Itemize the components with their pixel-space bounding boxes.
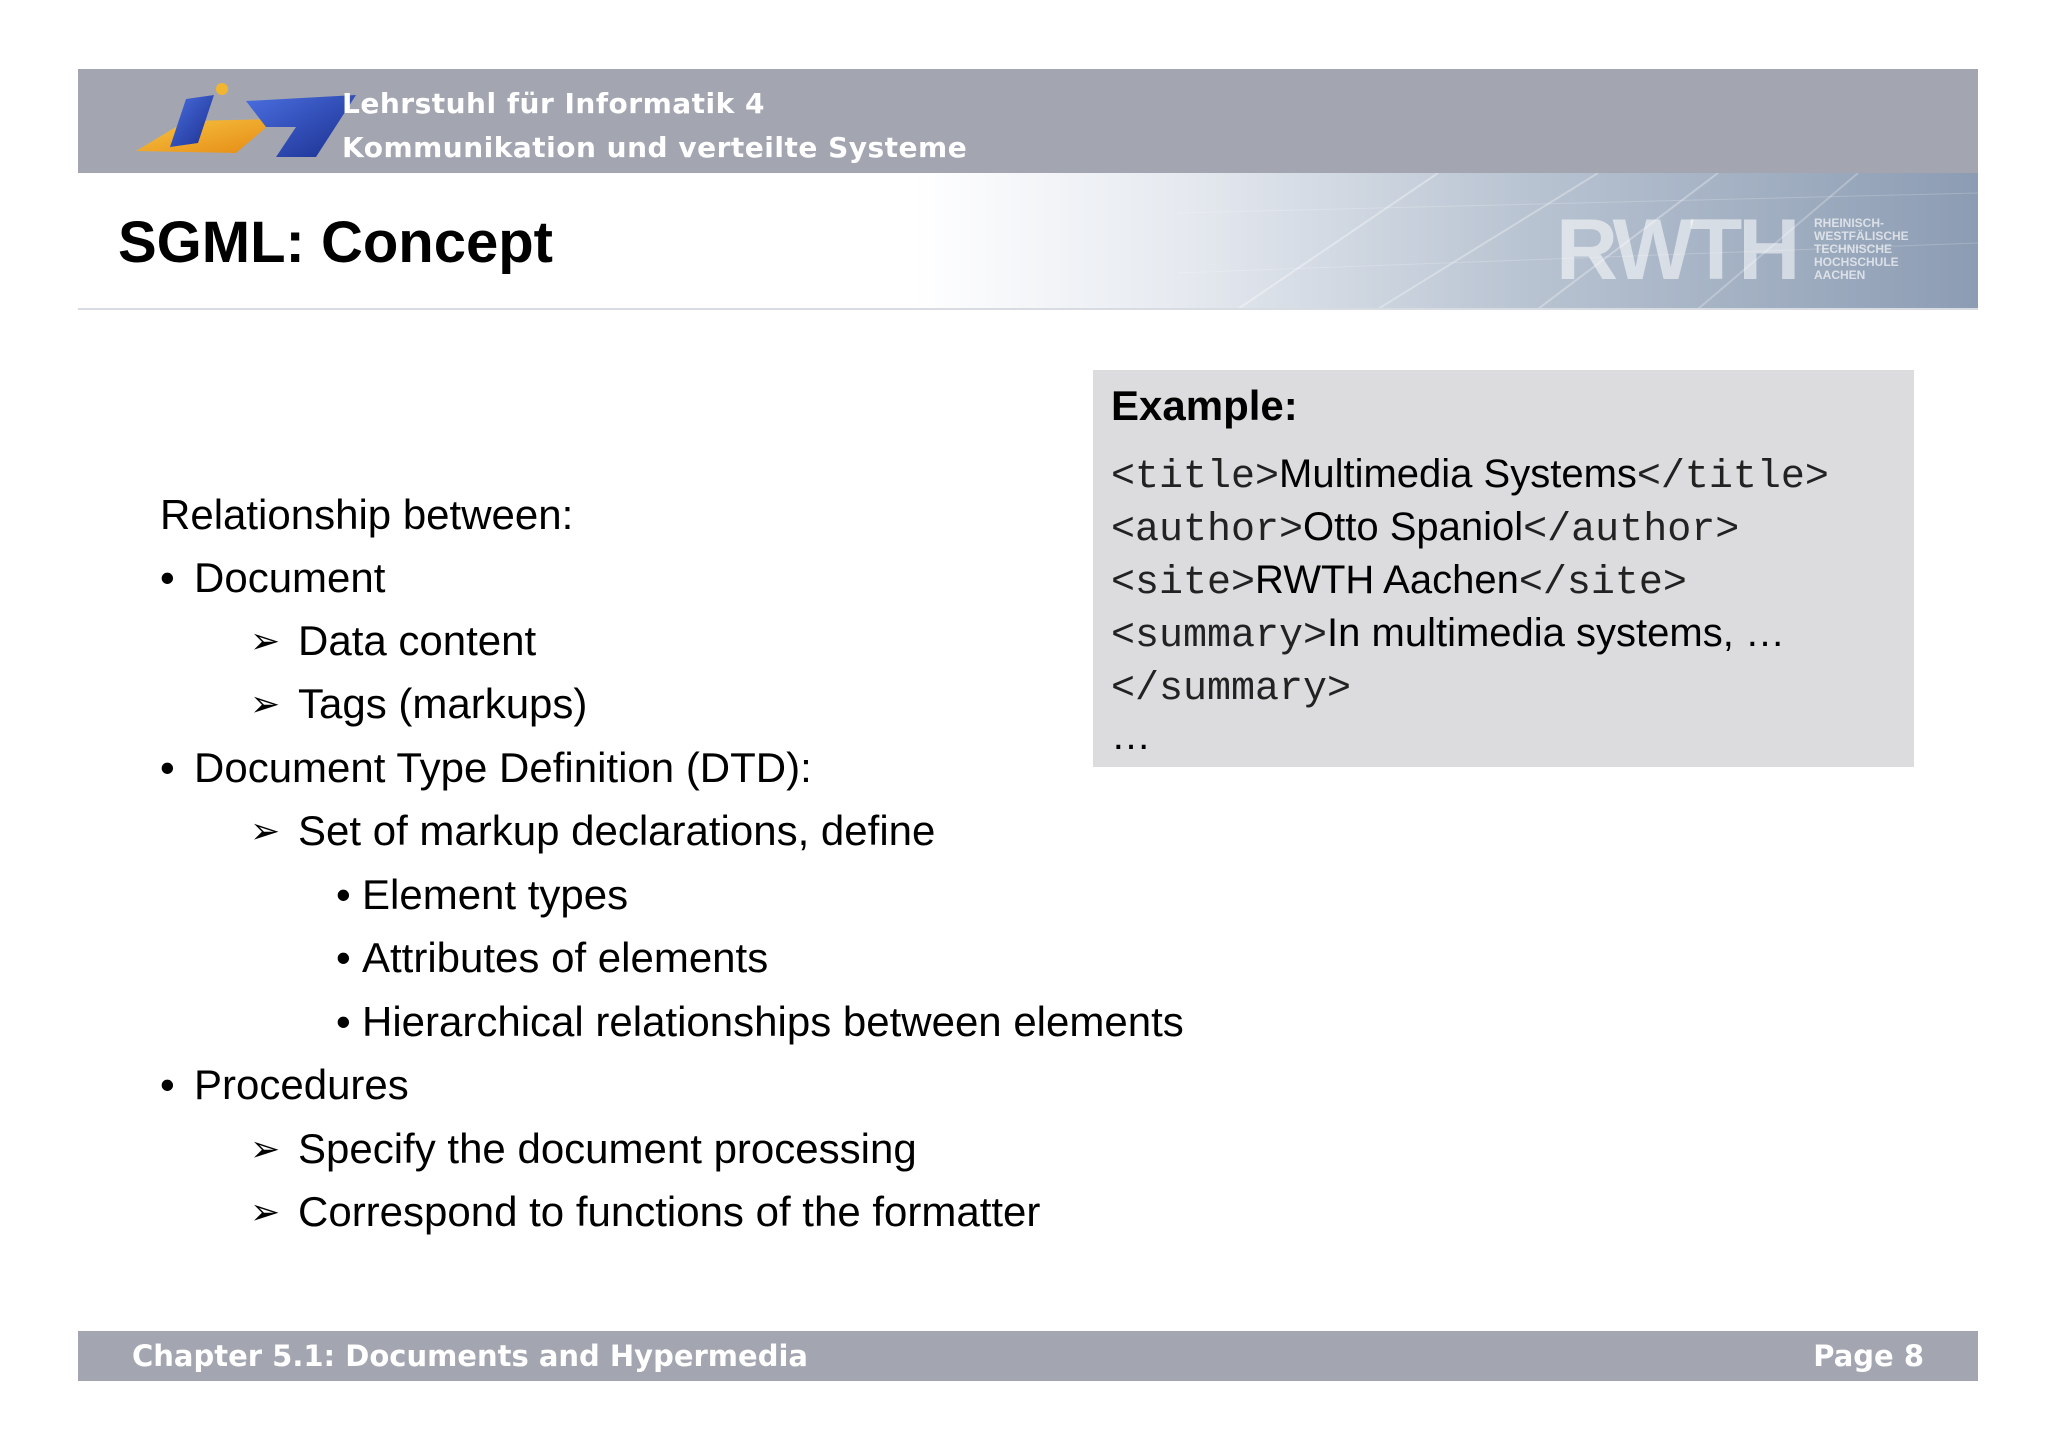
title-divider [78,308,1978,310]
bullet-icon: • [336,871,351,918]
example-line: <author>Otto Spaniol</author> [1111,505,1740,553]
list-item: ➢ Tags (markups) [250,680,588,727]
list-item: • Hierarchical relationships between elements [336,998,1184,1045]
bullet-icon: • [336,998,351,1045]
university-logo-text: RHEINISCH- WESTFÄLISCHE TECHNISCHE HOCHSCHULE AACHEN [1814,216,1909,282]
example-box [1093,370,1914,767]
arrow-bullet-icon: ➢ [250,1128,281,1169]
example-line: … [1111,714,1151,758]
example-line: <summary>In multimedia systems, … [1111,611,1785,659]
list-item: ➢ Set of markup declarations, define [250,807,936,854]
list-item: • Element types [336,871,629,918]
bullet-icon: • [160,1061,175,1108]
i4-logo-icon [126,81,356,171]
list-item: ➢ Specify the document processing [250,1125,917,1172]
institute-name: Lehrstuhl für Informatik 4 [342,87,765,120]
arrow-bullet-icon: ➢ [250,683,281,724]
footer-bar [78,1331,1978,1381]
bullet-icon: • [336,934,351,981]
page-number: Page 8 [1813,1339,1924,1373]
page-title: SGML: Concept [118,210,553,275]
list-item: • Procedures [160,1061,409,1108]
example-line: <site>RWTH Aachen</site> [1111,558,1687,606]
bullet-icon: • [160,554,175,601]
bullet-icon: • [160,744,175,791]
institute-subtitle: Kommunikation und verteilte Systeme [342,131,968,164]
list-item: ➢ Correspond to functions of the formatter [250,1188,1041,1235]
example-heading: Example: [1111,382,1298,429]
arrow-bullet-icon: ➢ [250,810,281,851]
content-intro: Relationship between: [160,491,574,538]
list-item: • Document [160,554,386,601]
arrow-bullet-icon: ➢ [250,1191,281,1232]
header-bar [78,69,1978,173]
arrow-bullet-icon: ➢ [250,620,281,661]
list-item: • Document Type Definition (DTD): [160,744,812,791]
example-line: </summary> [1111,667,1352,712]
title-bar [78,173,1978,309]
example-line: <title>Multimedia Systems</title> [1111,452,1829,500]
list-item: • Attributes of elements [336,934,769,981]
university-logo-word: RWTH [1556,202,1797,298]
chapter-label: Chapter 5.1: Documents and Hypermedia [132,1339,808,1373]
list-item: ➢ Data content [250,617,537,664]
